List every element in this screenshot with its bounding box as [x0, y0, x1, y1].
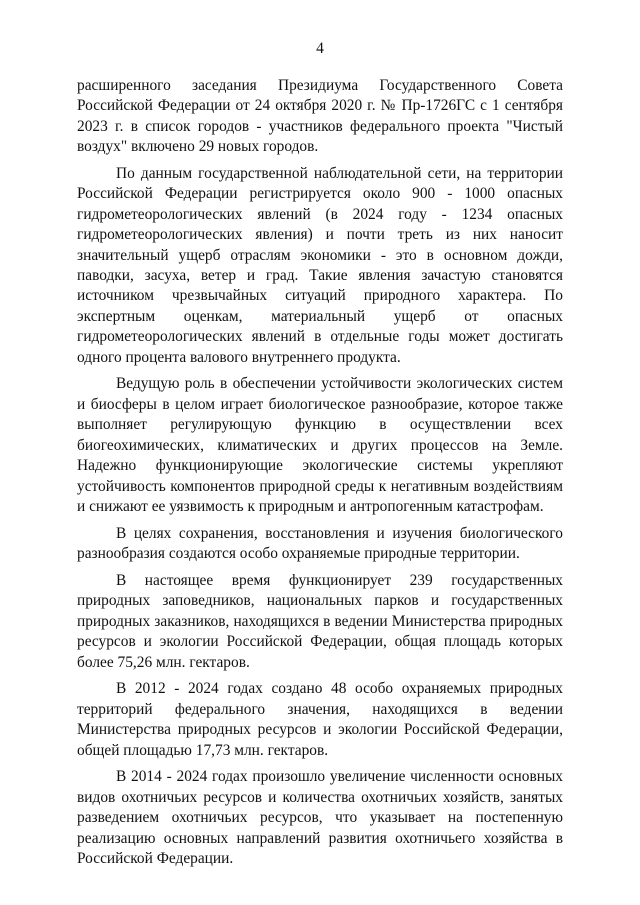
page-number: 4 — [316, 40, 324, 57]
paragraph-protected-areas-purpose: В целях сохранения, восстановления и изучения биологического разнообразия создаются особо охраняемые природные территории. — [77, 524, 563, 563]
paragraph-protected-areas-created: В 2012 - 2024 годах создано 48 особо охраняемых природных территорий федерального значения, находящихся в ведении Министерства природных ресурсов и экологии Российской Федерации, общей площадью 17,73 млн. гектаров. — [77, 680, 563, 759]
paragraph-protected-areas-count: В настоящее время функционирует 239 государственных природных заповедников, национальных парков и государственных природных заказников, находящихся в ведении Министерства природных ресурсов и экологии Российской Федерации, общая площадь которых более 75,26 млн. гектаров. — [77, 571, 563, 671]
paragraph-continuation: расширенного заседания Президиума Государственного Совета Российской Федерации от 24 октября 2020 г. № Пр-1726ГС с 1 сентября 2023 г. в список городов - участников федерального проекта "Чистый воздух" включено 29 новых городов. — [77, 77, 563, 156]
paragraph-biodiversity: Ведущую роль в обеспечении устойчивости экологических систем и биосферы в целом играет биологическое разнообразие, которое также выполняет регулирующую функцию в осуществлении всех биогеохимических, климатических и других процессов на Земле. Надежно функционирующие экологические системы укрепляют устойчивость компонентов природной среды к негативным воздействиям и снижают ее уязвимость к природным и антропогенным катастрофам. — [77, 375, 563, 515]
paragraph-hunting-resources: В 2014 - 2024 годах произошло увеличение численности основных видов охотничьих ресурсов и количества охотничьих хозяйств, занятых разведением охотничьих ресурсов, что указывает на постепенную реализацию основных направлений развития охотничьего хозяйства в Российской Федерации. — [77, 768, 563, 867]
document-body — [77, 76, 563, 876]
paragraph-hydrometeorological-events: По данным государственной наблюдательной сети, на территории Российской Федерации регистрируется около 900 - 1000 опасных гидрометеорологических явлений (в 2024 году - 1234 опасных гидрометеорологических явления) и почти треть из них наносит значительный ущерб отраслям экономики - это в основном дожди, паводки, засуха, ветер и град. Такие явления зачастую становятся источником чрезвычайных ситуаций природного характера. По экспертным оценкам, материальный ущерб от опасных гидрометеорологических явлений в отдельные годы может достигать одного процента валового внутреннего продукта. — [77, 165, 563, 366]
